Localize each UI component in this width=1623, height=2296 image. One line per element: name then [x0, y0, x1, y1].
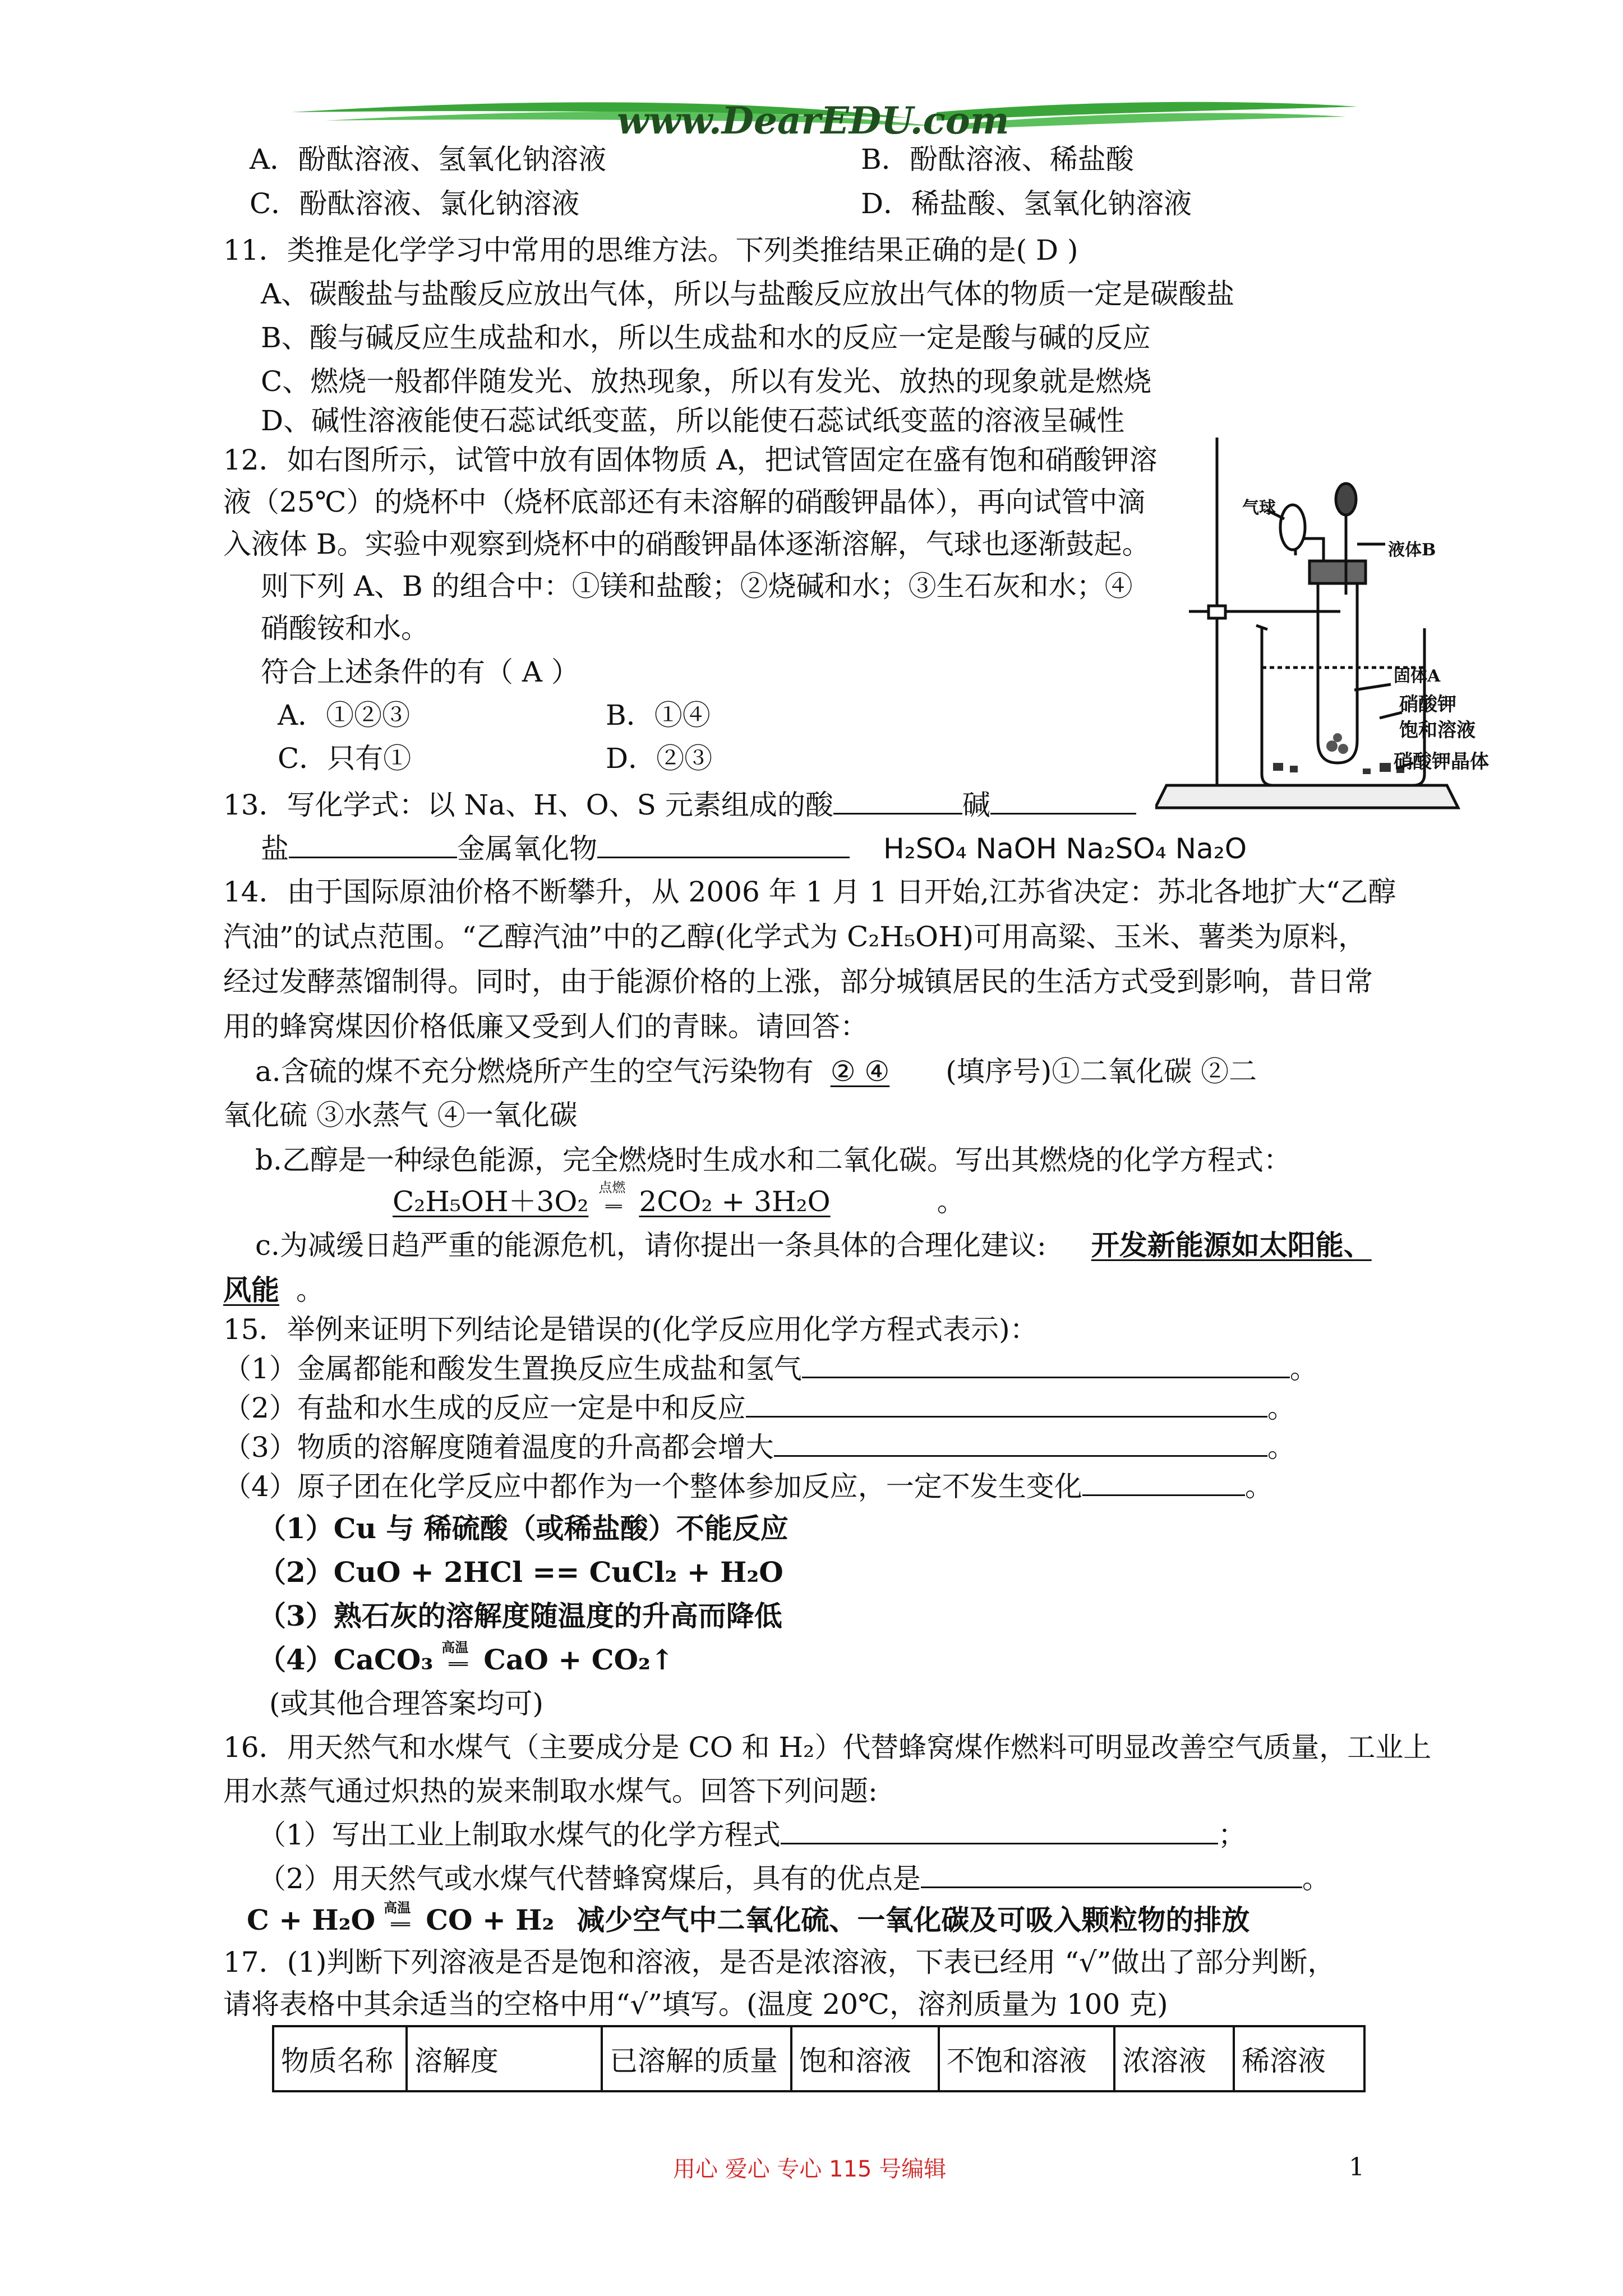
q12-line-4: 则下列 A、B 的组合中：①镁和盐酸；②烧碱和水；③生石灰和水；④ — [261, 570, 1133, 602]
figure-label-solution-2: 饱和溶液 — [1399, 719, 1476, 742]
figure-label-solid-a: 固体A — [1394, 666, 1441, 686]
q14-c-prefix: c.为减缓日趋严重的能源危机，请你提出一条具体的合理化建议: — [255, 1229, 1046, 1262]
q15-stem: 15．举例来证明下列结论是错误的(化学反应用化学方程式表示)： — [223, 1313, 1038, 1346]
q14-b-eq-left: C₂H₅OH＋3O₂ — [393, 1185, 589, 1218]
q14-b-line-1: b.乙醇是一种绿色能源，完全燃烧时生成水和二氧化碳。写出其燃烧的化学方程式： — [255, 1144, 1292, 1176]
q15-answer-3: （3）熟石灰的溶解度随温度的升高而降低 — [258, 1599, 782, 1632]
q13-line-2 — [261, 832, 850, 866]
q14-a-prefix: a.含硫的煤不充分燃烧所产生的空气污染物有 — [255, 1055, 814, 1088]
q16-answer: C + H₂O 高温 ══ CO + H₂ 减少空气中二氧化硫、一氧化碳及可吸入颗粒物的排放 — [247, 1903, 1249, 1941]
figure-label-solution-1: 硝酸钾 — [1399, 693, 1456, 716]
footer-text: 用心 爱心 专心 115 号编辑 — [673, 2156, 947, 2182]
q16-line-2: 用水蒸气通过炽热的炭来制取水煤气。回答下列问题: — [223, 1775, 878, 1807]
q15-blank-3[interactable] — [774, 1430, 1267, 1457]
q16-line-1: 16．用天然气和水煤气（主要成分是 CO 和 H₂）代替蜂窝煤作燃料可明显改善空气质量，工业上 — [223, 1731, 1432, 1764]
q15-blank-2[interactable] — [746, 1391, 1267, 1418]
q17-line-1: 17．(1)判断下列溶液是否是饱和溶液，是否是浓溶液，下表已经用 “√”做出了部分判断， — [223, 1946, 1336, 1978]
q16-sub-1: （1）写出工业上制取水煤气的化学方程式 ； — [258, 1819, 1246, 1851]
figure-label-balloon: 气球 — [1242, 498, 1276, 518]
q14-c-line-2 — [223, 1273, 324, 1307]
q12-line-6: 符合上述条件的有（ A ） — [261, 656, 579, 688]
table-header-cell: 稀溶液 — [1234, 2026, 1364, 2091]
q12-option-d: D．②③ — [606, 742, 713, 775]
q10-option-c: C．酚酞溶液、氯化钠溶液 — [250, 187, 580, 220]
header-logo[interactable]: www.DearEDU.com — [617, 99, 1009, 142]
q15-blank-4[interactable] — [1082, 1470, 1245, 1496]
table-header-cell: 饱和溶液 — [791, 2026, 939, 2091]
q13-answers: H₂SO₄ NaOH Na₂SO₄ Na₂O — [883, 832, 1247, 865]
q12-option-a: A．①②③ — [278, 699, 411, 731]
table-header-cell: 不饱和溶液 — [939, 2026, 1114, 2091]
q14-b-eq-right: 2CO₂ + 3H₂O — [639, 1185, 831, 1218]
q14-a-answer: ② ④ — [830, 1055, 890, 1088]
q15-answer-note: (或其他合理答案均可) — [269, 1687, 544, 1720]
table-header-cell: 已溶解的质量 — [602, 2026, 791, 2091]
table-header-cell: 浓溶液 — [1114, 2026, 1234, 2091]
q14-c-answer-2: 风能 — [223, 1273, 279, 1306]
q17-line-2: 请将表格中其余适当的空格中用“√”填写。(温度 20℃，溶剂质量为 100 克) — [223, 1988, 1168, 2021]
q15-statement-4: （4）原子团在化学反应中都作为一个整体参加反应，一定不发生变化 。 — [223, 1470, 1273, 1503]
q14-c-answer: 开发新能源如太阳能、 — [1091, 1228, 1372, 1262]
q14-part-c — [255, 1228, 1372, 1262]
q11-stem: 11．类推是化学学习中常用的思维方法。下列类推结果正确的是( D ) — [223, 234, 1078, 266]
q14-b-equation — [280, 1180, 965, 1223]
q11-option-b: B、酸与碱反应生成盐和水，所以生成盐和水的反应一定是酸与碱的反应 — [261, 321, 1151, 354]
q14-a-suffix: (填序号)①二氧化碳 ②二 — [946, 1055, 1257, 1088]
q13-base-label: 碱 — [962, 789, 990, 821]
q12-line-1: 12．如右图所示，试管中放有固体物质 A，把试管固定在盛有饱和硝酸钾溶 — [223, 444, 1158, 476]
solution-table — [272, 2025, 1366, 2092]
q11-option-a: A、碳酸盐与盐酸反应放出气体，所以与盐酸反应放出气体的物质一定是碳酸盐 — [261, 278, 1235, 310]
q16-answer-condition: 高温 ══ — [384, 1899, 411, 1934]
q13-base-blank[interactable] — [990, 788, 1136, 815]
q15-answer-2: （2）CuO + 2HCl == CuCl₂ + H₂O — [258, 1556, 783, 1589]
q13-salt-label: 盐 — [261, 832, 289, 865]
q15-statement-3: （3）物质的溶解度随着温度的升高都会增大 。 — [223, 1431, 1295, 1464]
table-header-cell: 物质名称 — [273, 2026, 407, 2091]
figure-label-crystal: 硝酸钾晶体 — [1394, 751, 1489, 773]
q15-answer-1: （1）Cu 与 稀硫酸（或稀盐酸）不能反应 — [258, 1512, 789, 1545]
q14-c-period: 。 — [296, 1274, 324, 1306]
q11-option-c: C、燃烧一般都伴随发光、放热现象，所以有发光、放热的现象就是燃烧 — [261, 365, 1152, 398]
q15-statement-2: （2）有盐和水生成的反应一定是中和反应 。 — [223, 1392, 1295, 1424]
q14-b-eq-condition: 点燃 ══ — [598, 1180, 626, 1214]
q13-stem — [223, 788, 1136, 822]
q13-salt-blank[interactable] — [289, 832, 457, 858]
q13-oxide-label: 金属氧化物 — [457, 832, 597, 865]
table-header-cell: 溶解度 — [407, 2026, 602, 2091]
q12-option-c: C．只有① — [278, 742, 412, 775]
q14-b-period: 。 — [937, 1185, 965, 1218]
q14-a-line-2: 氧化硫 ③水蒸气 ④一氧化碳 — [223, 1099, 578, 1131]
figure-label-liquid-b: 液体B — [1388, 540, 1436, 560]
q16-blank-2[interactable] — [921, 1862, 1302, 1888]
q14-line-4: 用的蜂窝煤因价格低廉又受到人们的青睐。请回答： — [223, 1010, 868, 1043]
q15-statement-1: （1）金属都能和酸发生置换反应生成盐和氢气 。 — [223, 1352, 1318, 1385]
table-header-row — [273, 2026, 1364, 2091]
q12-line-3: 入液体 B。实验中观察到烧杯中的硝酸钾晶体逐渐溶解，气球也逐渐鼓起。 — [223, 528, 1150, 560]
q15-answer-4: （4）CaCO₃ 高温 ══ CaO + CO₂↑ — [258, 1643, 674, 1681]
q14-line-1: 14．由于国际原油价格不断攀升，从 2006 年 1 月 1 日开始,江苏省决定：苏北各地扩大“乙醇 — [223, 876, 1396, 908]
q11-option-d: D、碱性溶液能使石蕊试纸变蓝，所以能使石蕊试纸变蓝的溶液呈碱性 — [261, 404, 1125, 437]
q13-acid-blank[interactable] — [833, 788, 962, 815]
q13-stem-text: 13．写化学式：以 Na、H、O、S 元素组成的酸 — [223, 789, 833, 821]
q13-oxide-blank[interactable] — [597, 832, 850, 858]
q10-option-d: D．稀盐酸、氢氧化钠溶液 — [861, 187, 1192, 220]
q16-sub-2: （2）用天然气或水煤气代替蜂窝煤后，具有的优点是 。 — [258, 1862, 1330, 1895]
q16-blank-1[interactable] — [781, 1818, 1218, 1844]
page-number: 1 — [1349, 2153, 1364, 2182]
q14-line-2: 汽油”的试点范围。“乙醇汽油”中的乙醇(化学式为 C₂H₅OH)可用高粱、玉米、薯类为原料， — [223, 921, 1367, 953]
q12-option-b: B．①④ — [606, 699, 711, 731]
q10-option-b: B．酚酞溶液、稀盐酸 — [861, 143, 1134, 176]
q12-line-5: 硝酸铵和水。 — [261, 612, 429, 645]
q14-part-a — [255, 1055, 1257, 1088]
q14-line-3: 经过发酵蒸馏制得。同时，由于能源价格的上涨，部分城镇居民的生活方式受到影响，昔日常 — [223, 965, 1373, 998]
q15-blank-1[interactable] — [802, 1352, 1290, 1378]
q12-line-2: 液（25℃）的烧杯中（烧杯底部还有未溶解的硝酸钾晶体），再向试管中滴 — [223, 486, 1146, 518]
q10-option-a: A．酚酞溶液、氢氧化钠溶液 — [250, 143, 607, 176]
q15-a4-condition: 高温 ══ — [441, 1639, 469, 1673]
